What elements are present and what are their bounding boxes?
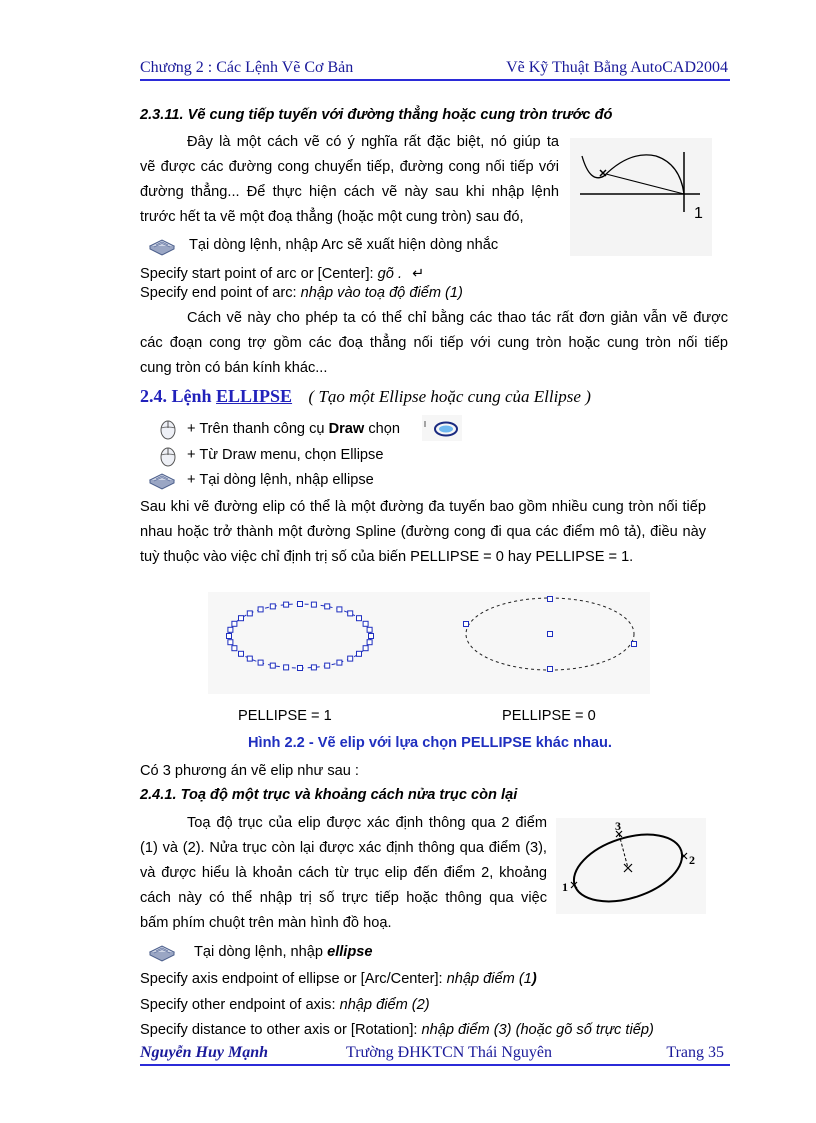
paragraph-line: vẽ được các đường cong chuyển tiếp, đường cong nối tiếp với <box>140 159 559 175</box>
menu-item: + Từ Draw menu, chọn Ellipse <box>187 447 384 463</box>
prompt-value: nhập vào toạ độ điểm (1) <box>300 285 463 301</box>
grip-marker <box>258 607 263 612</box>
grip-marker <box>632 642 637 647</box>
enter-symbol: ↵ <box>412 266 425 282</box>
point-label-2: 2 <box>689 853 695 867</box>
prompt-distance: Specify distance to other axis or [Rotation]: nhập điểm (3) (hoặc gõ số trực tiếp) <box>140 1022 654 1038</box>
point-label-3: 3 <box>615 819 621 833</box>
grip-marker <box>284 665 289 670</box>
grip-marker <box>311 602 316 607</box>
section-2-3-11-paragraph-2 <box>140 309 728 384</box>
prompt-value: gõ . <box>377 266 402 282</box>
command-name: ELLIPSE <box>216 386 293 406</box>
point-label-1: 1 <box>562 880 568 894</box>
paragraph-line: Cách vẽ này cho phép ta có thể chỉ bằng các thao tác rất đơn giản vẫn vẽ được <box>187 310 728 326</box>
grip-marker <box>337 607 342 612</box>
figure-point-label: 1 <box>694 205 703 222</box>
keyboard-icon <box>148 942 176 962</box>
grip-marker <box>270 604 275 609</box>
tangent-arc-figure <box>570 138 712 256</box>
ellipse-command-line: Tại dòng lệnh, nhập ellipse <box>194 944 373 960</box>
header-right: Vẽ Kỹ Thuật Bằng AutoCAD2004 <box>506 59 728 76</box>
grip-marker <box>548 597 553 602</box>
mouse-icon <box>158 418 178 440</box>
paragraph-line: Đây là một cách vẽ có ý nghĩa rất đặc biệt, nó giúp ta <box>187 134 559 150</box>
grip-marker <box>363 646 368 651</box>
grip-marker <box>311 665 316 670</box>
grip-marker <box>232 646 237 651</box>
grip-marker <box>247 611 252 616</box>
pellipse-1-label: PELLIPSE = 1 <box>238 708 332 724</box>
keyboard-icon <box>148 236 176 256</box>
paragraph-line: cung tròn có bán kính khác... <box>140 360 328 376</box>
prompt-label: Specify start point of arc or [Center]: <box>140 266 378 282</box>
grip-marker <box>284 602 289 607</box>
grip-marker <box>228 627 233 632</box>
footer-school: Trường ĐHKTCN Thái Nguyên <box>346 1044 553 1061</box>
section-2-3-11-title: 2.3.11. Vẽ cung tiếp tuyến với đường thẳng hoặc cung tròn trước đó <box>140 107 613 123</box>
section-2-4-1-title: 2.4.1. Toạ độ một trục và khoảng cách nửa trục còn lại <box>140 787 518 803</box>
figure-caption: Hình 2.2 - Vẽ elip với lựa chọn PELLIPSE khác nhau. <box>248 735 612 751</box>
grip-marker <box>227 634 232 639</box>
section-2-4-paragraph <box>140 498 706 573</box>
mouse-icon <box>158 445 178 467</box>
section-2-3-11-paragraph <box>140 133 559 233</box>
section-subtitle: ( Tạo một Ellipse hoặc cung của Ellipse ) <box>308 387 591 406</box>
pellipse-figure <box>208 592 650 694</box>
paragraph-line: bấm phím chuột trên màn hình đồ hoạ. <box>140 915 392 931</box>
options-line: Có 3 phương án vẽ elip như sau : <box>140 763 359 779</box>
grip-marker <box>298 666 303 671</box>
paragraph-line: Sau khi vẽ đường elip có thể là một đường đa tuyến bao gồm nhiều cung tròn nối tiếp <box>140 499 706 515</box>
grip-marker <box>239 651 244 656</box>
command-line-item: + Tại dòng lệnh, nhập ellipse <box>187 472 374 488</box>
grip-marker <box>548 667 553 672</box>
grip-marker <box>298 602 303 607</box>
axis-ellipse-figure <box>556 818 706 914</box>
grip-marker <box>337 660 342 665</box>
grip-marker <box>357 651 362 656</box>
paragraph-line: cách này có thể nhập trị số trực tiếp hoặc thông qua việc <box>140 890 547 906</box>
arc-command-line: Tại dòng lệnh, nhập Arc sẽ xuất hiện dòng nhắc <box>189 237 499 253</box>
section-2-4-heading <box>140 386 591 407</box>
footer-rule <box>140 1064 730 1066</box>
prompt-label: Specify end point of arc: <box>140 285 301 301</box>
paragraph-line: các đoạn cong trợ gồm các đoạ thẳng nối tiếp với cung tròn hoặc cung tròn nối tiếp <box>140 335 728 351</box>
grip-marker <box>357 616 362 621</box>
grip-marker <box>548 632 553 637</box>
paragraph-line: Toạ độ trục của elip được xác định thông qua 2 điểm <box>187 815 547 831</box>
prompt-other-endpoint: Specify other endpoint of axis: nhập điểm (2) <box>140 997 430 1013</box>
header-rule <box>140 79 730 81</box>
grip-marker <box>464 622 469 627</box>
section-number: 2.4. Lệnh <box>140 386 217 406</box>
grip-marker <box>369 634 374 639</box>
prompt-start-point <box>140 265 424 283</box>
grip-marker <box>239 616 244 621</box>
keyboard-icon <box>148 470 176 490</box>
grip-marker <box>270 663 275 668</box>
grip-marker <box>232 621 237 626</box>
paragraph-line: trước hết ta vẽ một đoạ thẳng (hoặc một cung tròn) sau đó, <box>140 209 524 225</box>
header-left: Chương 2 : Các Lệnh Vẽ Cơ Bản <box>140 59 354 76</box>
grip-marker <box>367 627 372 632</box>
grip-marker <box>348 656 353 661</box>
grip-marker <box>325 663 330 668</box>
grip-marker <box>348 611 353 616</box>
paragraph-line: đường thẳng... Để thực hiện cách vẽ này sau khi nhập lệnh <box>140 184 559 200</box>
ellipse-tool-icon[interactable] <box>422 415 462 441</box>
paragraph-line: (1) và (2). Nửa trục còn lại được xác định thông qua điểm (3), <box>140 840 547 856</box>
grip-marker <box>367 640 372 645</box>
paragraph-line: tuỳ thuộc vào việc chỉ định trị số của biến PELLIPSE = 0 hay PELLIPSE = 1. <box>140 549 634 565</box>
grip-marker <box>247 656 252 661</box>
grip-marker <box>325 604 330 609</box>
grip-marker <box>363 621 368 626</box>
prompt-axis-endpoint: Specify axis endpoint of ellipse or [Arc/Center]: nhập điểm (1) <box>140 971 537 987</box>
pellipse-0-label: PELLIPSE = 0 <box>502 708 596 724</box>
prompt-end-point <box>140 284 463 302</box>
footer-author: Nguyễn Huy Mạnh <box>140 1044 269 1061</box>
section-2-4-1-paragraph <box>140 814 547 939</box>
paragraph-line: và được hiểu là khoản cách từ trục elip đến điểm 2, khoảng <box>140 865 547 881</box>
toolbar-item: + Trên thanh công cụ Draw chọn <box>187 421 400 437</box>
grip-marker <box>228 640 233 645</box>
grip-marker <box>258 660 263 665</box>
paragraph-line: nhau hoặc trở thành một đường Spline (đường cong đi qua các điểm mô tả), điều này <box>140 524 706 540</box>
footer-page: Trang 35 <box>666 1044 724 1061</box>
